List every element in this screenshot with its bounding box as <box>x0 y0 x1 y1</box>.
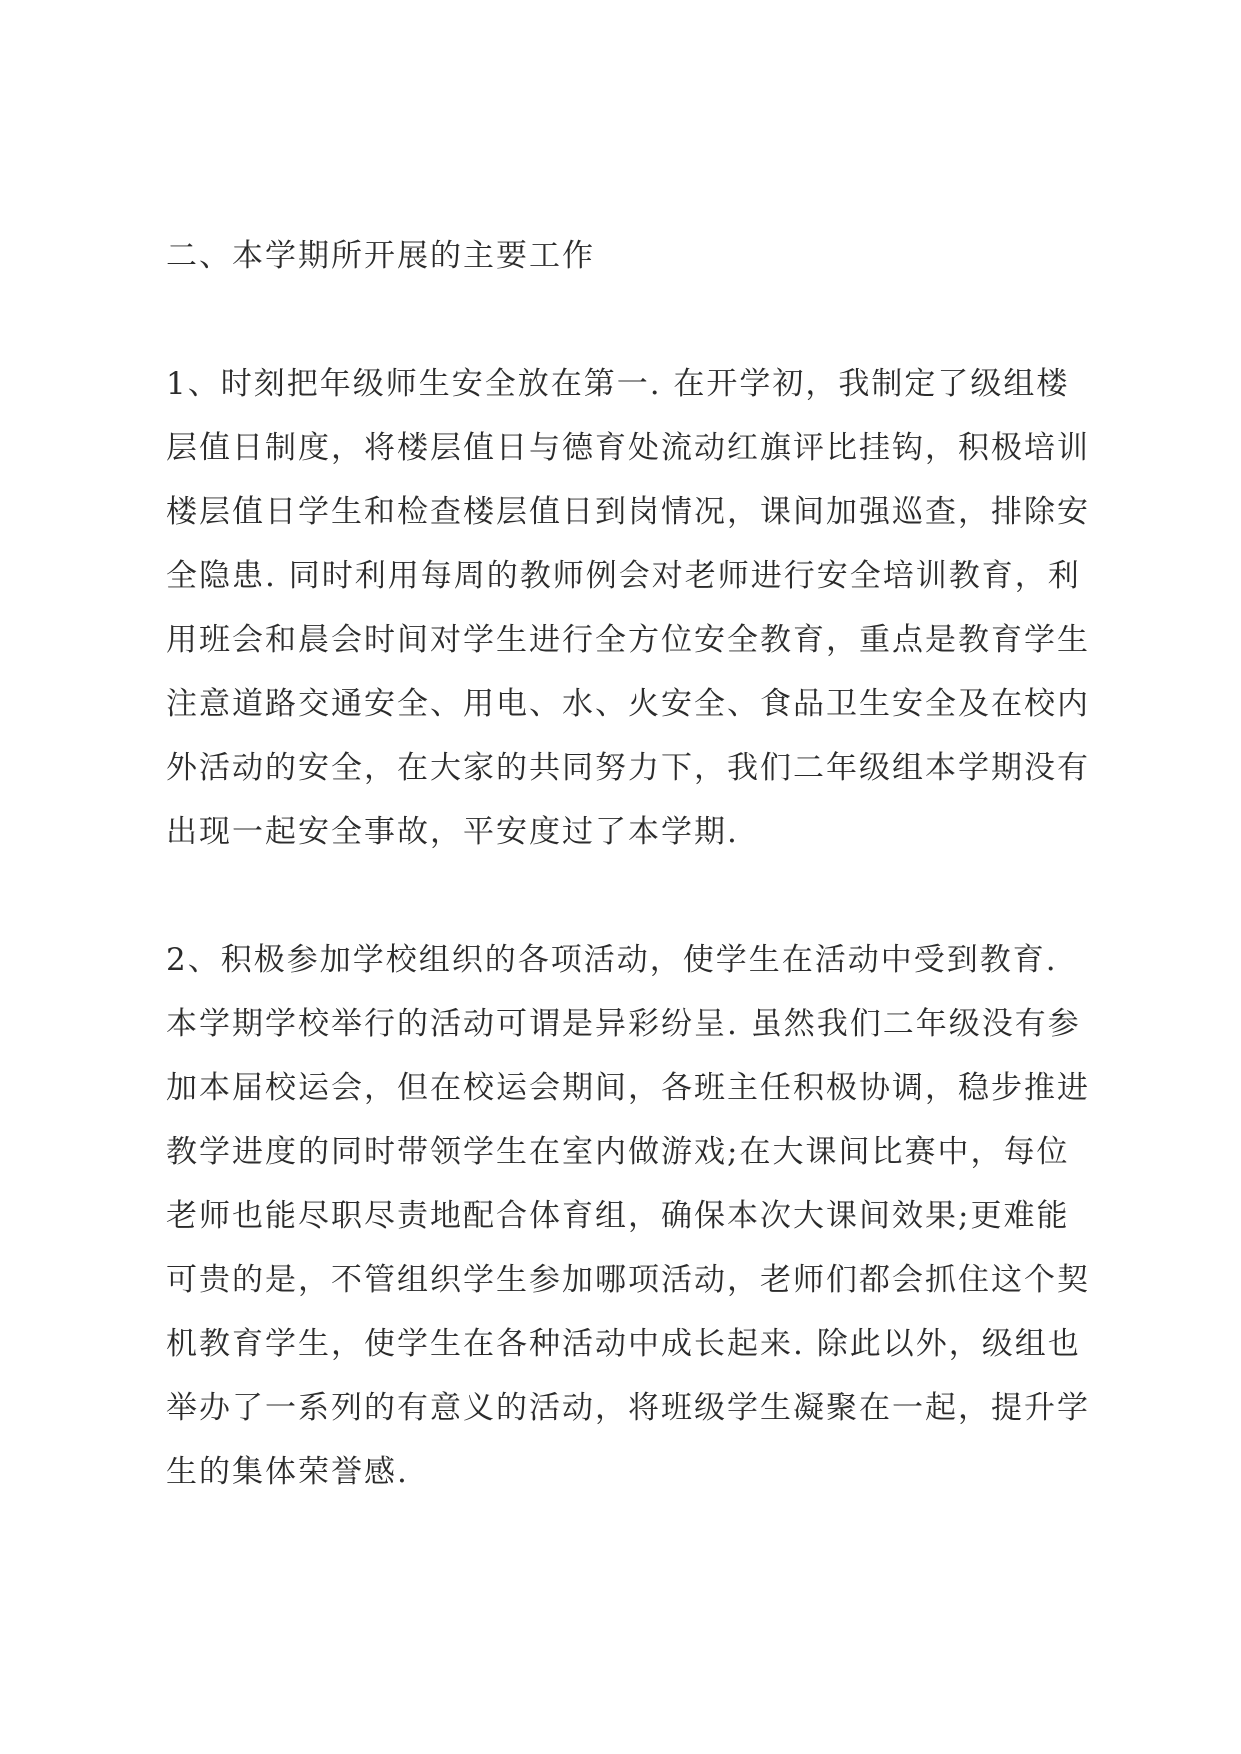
text-line: 加本届校运会，但在校运会期间，各班主任积极协调，稳步推进 <box>166 1070 1090 1106</box>
text-line: 用班会和晨会时间对学生进行全方位安全教育，重点是教育学生 <box>166 622 1090 658</box>
text-line: 机教育学生，使学生在各种活动中成长起来. 除此以外，级组也 <box>166 1326 1081 1362</box>
text-line: 出现一起安全事故，平安度过了本学期. <box>166 814 739 850</box>
paragraph-safety <box>166 352 1096 864</box>
text-line: 举办了一系列的有意义的活动，将班级学生凝聚在一起，提升学 <box>166 1390 1090 1426</box>
text-line: 1、时刻把年级师生安全放在第一. 在开学初，我制定了级组楼 <box>166 366 1070 402</box>
text-line: 生的集体荣誉感. <box>166 1454 409 1490</box>
text-line: 可贵的是，不管组织学生参加哪项活动，老师们都会抓住这个契 <box>166 1262 1090 1298</box>
text-line: 本学期学校举行的活动可谓是异彩纷呈. 虽然我们二年级没有参 <box>166 1006 1081 1042</box>
text-line: 老师也能尽职尽责地配合体育组，确保本次大课间效果;更难能 <box>166 1198 1070 1234</box>
text-line: 楼层值日学生和检查楼层值日到岗情况，课间加强巡查，排除安 <box>166 494 1090 530</box>
text-line: 2、积极参加学校组织的各项活动，使学生在活动中受到教育. <box>166 942 1058 978</box>
paragraph-activities <box>166 928 1096 1504</box>
document-body <box>166 224 1096 1504</box>
text-line: 外活动的安全，在大家的共同努力下，我们二年级组本学期没有 <box>166 750 1090 786</box>
paragraph-gap <box>166 864 1096 928</box>
text-line: 层值日制度，将楼层值日与德育处流动红旗评比挂钩，积极培训 <box>166 430 1090 466</box>
paragraph-gap <box>166 288 1096 352</box>
text-line: 注意道路交通安全、用电、水、火安全、食品卫生安全及在校内 <box>166 686 1090 722</box>
text-line: 教学进度的同时带领学生在室内做游戏;在大课间比赛中，每位 <box>166 1134 1070 1170</box>
section-heading: 二、本学期所开展的主要工作 <box>166 238 595 274</box>
text-line: 全隐患. 同时利用每周的教师例会对老师进行安全培训教育，利 <box>166 558 1081 594</box>
